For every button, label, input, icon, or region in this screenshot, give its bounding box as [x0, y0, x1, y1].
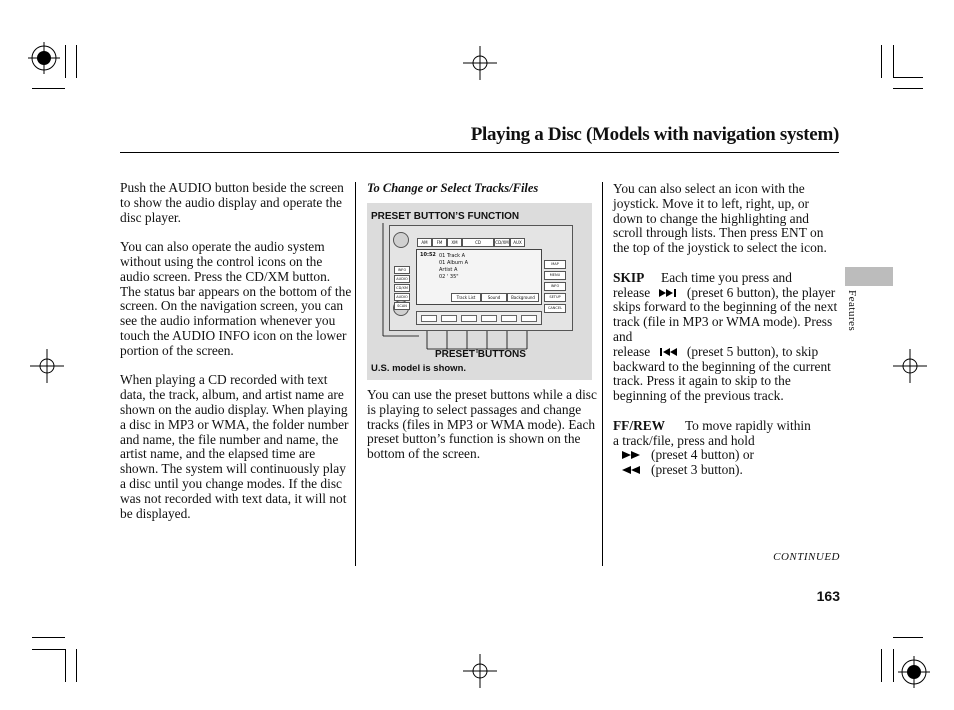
page-title: Playing a Disc (Models with navigation system) [470, 124, 839, 145]
elapsed-time: 02 ' 35" [439, 274, 459, 280]
ffrew-paragraph: FF/REW To move rapidly within a track/file, press and hold (preset 4 button) or (preset 3 button). [613, 417, 811, 478]
status-button[interactable]: Background [507, 293, 539, 302]
side-button[interactable]: CD/XM [394, 284, 410, 292]
figure-caption-top: PRESET BUTTON’S FUNCTION [371, 211, 520, 222]
figure-caption-bottom: PRESET BUTTONS [435, 349, 526, 360]
registration-target-top-left [28, 42, 60, 74]
mode-tab[interactable]: CD/XM [495, 240, 509, 245]
skip-paragraph: SKIP Each time you press and release (preset 6 button), the player skips forward to the beginning of the next track (file in MP3 or WMA mode). Press and release (preset 5 button), to skip backward to the beginning of the current track. Press it again to skip to the beginning of the previous track. [613, 269, 838, 404]
column-divider-2 [602, 182, 603, 566]
column-3 [613, 182, 841, 493]
side-button[interactable]: MENU [544, 271, 566, 280]
side-button[interactable]: INFO [544, 282, 566, 291]
paragraph: You can also operate the audio system without using the control icons on the audio screen. Press the CD/XM button. The status bar appears on the bottom of the screen. On the navigation screen, you can see the audio information whenever you touch the AUDIO INFO icon on the lower portion of the screen. [120, 239, 352, 358]
skip-forward-icon [657, 288, 681, 298]
section-heading: To Change or Select Tracks/Files [367, 181, 539, 195]
figure-note: U.S. model is shown. [371, 363, 467, 374]
skip-back-icon [657, 347, 681, 357]
crosshair-top [463, 46, 497, 80]
crosshair-right [893, 349, 927, 383]
column-2-text [367, 388, 599, 477]
skip-label: SKIP [613, 269, 645, 285]
mode-tab[interactable]: XM [447, 238, 462, 247]
side-button[interactable]: SCAN [394, 302, 410, 310]
column-1 [120, 181, 352, 536]
artist-line: Artist A [439, 267, 458, 273]
paragraph: When playing a CD recorded with text data, the track, album, and artist name are shown on the audio display. When playing a disc in MP3 or WMA, the folder number and name, the file number and name, the artist name, and the elapsed time are shown. The system will continuously play a disc until you change modes. If the disc was not recorded with text data, it will not be displayed. [120, 372, 349, 521]
side-button[interactable]: AUDIO [394, 293, 410, 301]
side-button[interactable]: SETUP [544, 293, 566, 302]
ffrew-label: FF/REW [613, 417, 666, 433]
paragraph: You can use the preset buttons while a disc is playing to select passages and change tracks (files in MP3 or WMA mode). Each preset button’s function is shown on the bottom of the screen. [367, 387, 597, 462]
mode-tab[interactable]: AUX [510, 238, 525, 247]
page-number: 163 [816, 588, 840, 604]
mode-tab[interactable]: FM [432, 238, 447, 247]
side-button[interactable]: MAP [544, 260, 566, 269]
paragraph: You can also select an icon with the joystick. Move it to left, right, up, or down to change the highlighting and scroll through lists. Then press ENT on the top of the joystick to select the icon. [613, 181, 827, 256]
crosshair-bottom [463, 654, 497, 688]
clock: 10:52 [420, 252, 436, 258]
side-button[interactable]: INFO [394, 266, 410, 274]
section-tab [845, 267, 893, 286]
mode-tab[interactable]: AM [417, 238, 432, 247]
continued-label: CONTINUED [773, 551, 840, 563]
fast-forward-icon [619, 450, 647, 460]
status-button[interactable]: Sound [481, 293, 507, 302]
column-divider-1 [355, 182, 356, 566]
rewind-icon [619, 465, 647, 475]
status-button[interactable]: Track List [451, 293, 481, 302]
title-rule [120, 152, 839, 153]
preset-button-figure [367, 203, 592, 380]
album-line: 01 Album A [439, 260, 468, 266]
side-button[interactable]: AUDIO [394, 275, 410, 283]
registration-target-bottom-right [898, 656, 930, 688]
crosshair-left [30, 349, 64, 383]
mode-tab[interactable]: CD [462, 238, 494, 247]
track-line: 01 Track A [439, 253, 466, 259]
section-tab-label: Features [846, 290, 858, 332]
paragraph: Push the AUDIO button beside the screen to show the audio display and operate the disc player. [120, 180, 344, 225]
side-button[interactable]: CANCEL [544, 304, 566, 313]
